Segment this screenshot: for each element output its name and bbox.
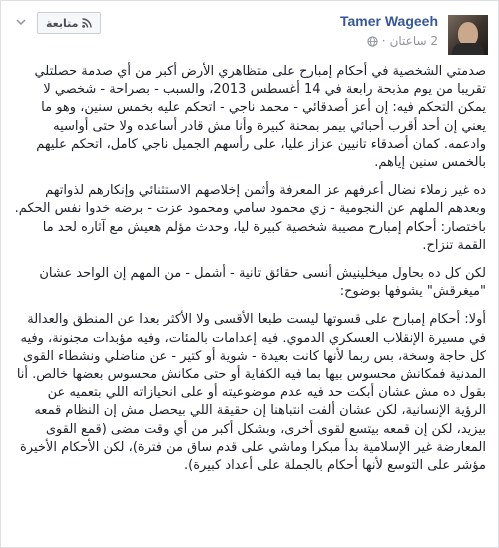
post-body	[13, 63, 486, 485]
chevron-down-icon	[16, 19, 26, 25]
post-meta	[367, 34, 438, 48]
author-name[interactable]: Tamer Wageeh	[339, 13, 438, 29]
dot-separator: ·	[381, 34, 386, 48]
globe-icon	[367, 36, 378, 47]
follow-label: متابعة	[46, 16, 79, 30]
avatar[interactable]	[448, 15, 488, 55]
post-options-button[interactable]	[11, 12, 31, 32]
post-paragraph: ده غير زملاء نضال أعرفهم عز المعرفة وأثمن إخلاصهم الاستثنائي وإنكارهم لذواتهم وبعدهم الملهم عن النجومية - زي محمود سامي ومحمود عزت - برضه خدوا نفس الحكم. باختصار: أحكام إمبارح مصيبة شخصية كبيرة ليا، وحدث مؤلم هعيش مع آثاره لحد ما القمة تنزاح.	[14, 183, 486, 253]
post-header	[1, 1, 499, 63]
post-paragraph: لكن كل ده بحاول ميخلينيش أنسى حقائق تانية - أشمل - من المهم إن الواحد عشان "ميغرقش" يشوفها بوضوح:	[39, 266, 486, 300]
post-paragraph: صدمتي الشخصية في أحكام إمبارح على متظاهري الأرض أكبر من أي صدمة حصلتلي تقريبا من يوم مذبحة رابعة في 14 أغسطس 2013، والسبب - بصراحة - شخصي لا يمكن التحكم فيه: إن أعز أصدقائي - محمد ناجي - اتحكم عليه بخمس سنين، وهو ما يعني إن أحد أقرب أحبائي بيمر بمحنة كبيرة وأنا مش قادر أساعده ولا حتى أواسيه وادعمه. كمان أصدقاء تانيين عزاز عليا، على رأسهم الجميل ناجي كامل، اتحكم عليهم بالخمس سنين إياهم.	[34, 64, 486, 171]
post-time[interactable]: 2 ساعتان	[389, 34, 438, 48]
follow-button[interactable]	[37, 12, 101, 34]
post-paragraph: أولا: أحكام إمبارح على قسوتها ليست طبعا الأقسى ولا الأكثر بعدا عن المنطق والعدالة في مسيرة الإنقلاب العسكري الدموي. فيه إعدامات بالمئات، وفيه مؤبدات مجنونة، وفيه كل حاجة وسخة، بس ربما لأنها كانت بعيدة - شوية أو كتير - عن مناضلي ونشطاء القوى المدنية فمكانش محسوس بيها بما فيه الكفاية أو حتى مكانش محسوس بعضها خالص. أنا بقول ده مش عشان أبكت حد فيه عدم موضوعيته أو على انحيازاته اللي بتعميه عن الرؤية الإنسانية، لكن عشان ألفت انتباهنا إن حقيقة اللي بيحصل مش إن النظام قمعه بيزيد، لكن إن قمعه بيتسع لقوى أخرى، وبشكل أكبر من أي وقت مضى (قمع القوى المعارضة غير الإسلامية بدأ مبكرا وماشي على قدم ساق من فترة)، لكن الأحكام الأخيرة مؤشر على التوسع لأنها أحكام بالجملة على أعداد كبيرة).	[16, 312, 486, 474]
rss-icon	[82, 18, 92, 28]
